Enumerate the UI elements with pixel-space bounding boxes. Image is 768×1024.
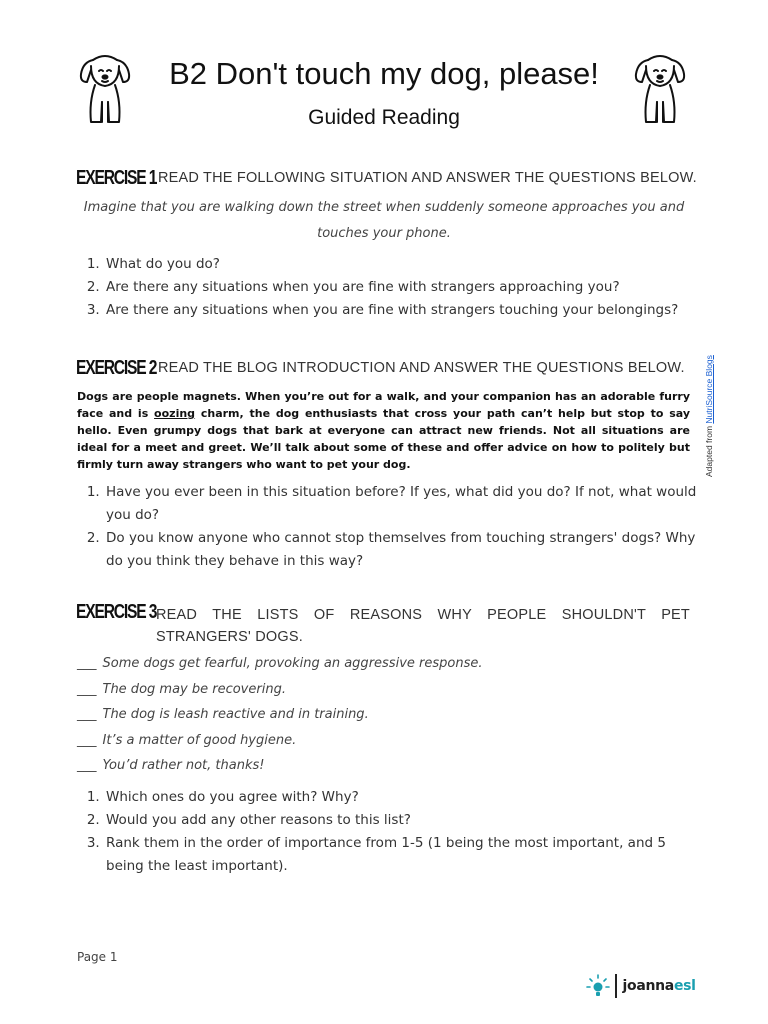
exercise-1-questions — [76, 253, 724, 322]
page-title: B2 Don't touch my dog, please! — [169, 56, 599, 91]
exercise-2-label: EXERCISE 2 — [76, 357, 157, 379]
list-item: 2. Do you know anyone who cannot stop themselves from touching strangers' dogs? Why do you think they behave in this way? — [104, 527, 704, 573]
blog-introduction: Dogs are people magnets. When you’re out for a walk, and your companion has an adorable furry face and is oozing charm, the dog enthusiasts that cross your path can’t help but stop to say hello. Even grumpy dogs that bark at everyone can attract new friends. Not all situations are ideal for a meet and greet. We’ll talk about some of these and offer advice on how to politely but firmly turn away strangers who want to pet your dog. — [77, 390, 690, 471]
logo-text: joannaesl — [622, 978, 696, 994]
list-item: 1. Which ones do you agree with? Why? — [104, 786, 704, 809]
list-item: 2. Are there any situations when you are fine with strangers approaching you? — [104, 276, 724, 299]
list-item: ___ Some dogs get fearful, provoking an aggressive response. — [77, 656, 483, 671]
reasons-list — [77, 651, 482, 779]
situation-line-1: Imagine that you are walking down the street when suddenly someone approaches you and — [83, 200, 685, 215]
list-item: 3. Rank them in the order of importance from 1-5 (1 being the most important, and 5 being the least important). — [104, 832, 704, 878]
exercise-2-heading: READ THE BLOG INTRODUCTION AND ANSWER THE QUESTIONS BELOW. — [158, 360, 685, 376]
exercise-1-label: EXERCISE 1 — [76, 167, 157, 189]
underlined-word: oozing — [154, 407, 196, 420]
exercise-3-heading: READ THE LISTS OF REASONS WHY PEOPLE SHOULDN'T PET STRANGERS' DOGS. — [156, 607, 690, 645]
lightbulb-icon — [585, 972, 611, 1000]
page-subtitle: Guided Reading — [308, 106, 460, 129]
page-number: Page 1 — [77, 950, 118, 964]
logo-divider — [615, 974, 617, 998]
exercise-3-questions — [76, 786, 704, 878]
exercise-2-questions — [76, 481, 704, 573]
exercise-1-heading: READ THE FOLLOWING SITUATION AND ANSWER THE QUESTIONS BELOW. — [158, 170, 697, 186]
list-item: ___ You’d rather not, thanks! — [77, 758, 265, 773]
situation-line-2: touches your phone. — [317, 226, 451, 241]
source-credit: Adapted from NutriSource Blogs — [704, 355, 714, 477]
list-item: ___ The dog is leash reactive and in training. — [77, 707, 369, 722]
source-link[interactable]: NutriSource Blogs — [704, 355, 714, 424]
list-item: 1. What do you do? — [104, 253, 724, 276]
list-item: ___ The dog may be recovering. — [77, 681, 286, 697]
list-item: 1. Have you ever been in this situation before? If yes, what did you do? If not, what would you do? — [104, 481, 704, 527]
list-item: 2. Would you add any other reasons to this list? — [104, 809, 704, 832]
list-item: 3. Are there any situations when you are fine with strangers touching your belongings? — [104, 299, 724, 322]
brand-logo — [585, 972, 696, 1000]
exercise-3-label: EXERCISE 3 — [76, 601, 157, 623]
list-item: ___ It’s a matter of good hygiene. — [77, 732, 297, 748]
